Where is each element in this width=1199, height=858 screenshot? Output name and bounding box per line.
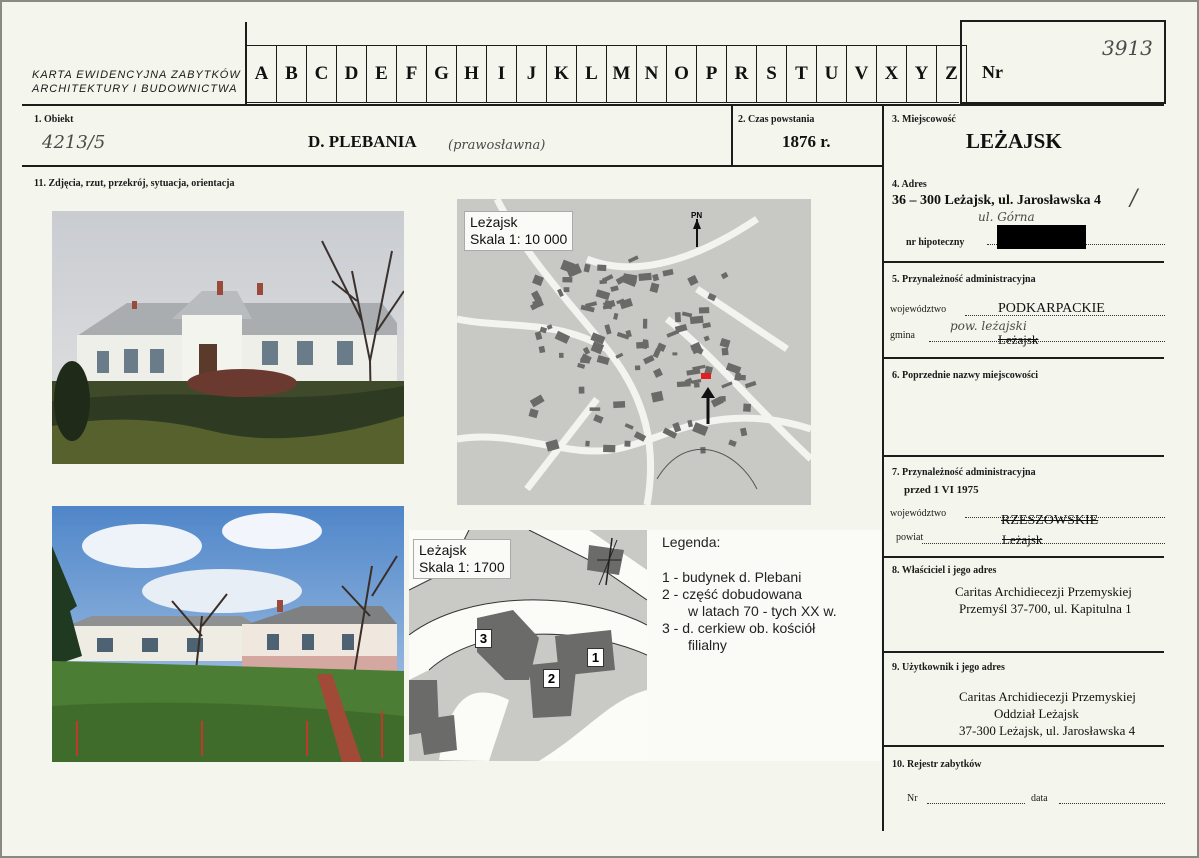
letter-s: S — [757, 46, 787, 102]
poprzednie-label: 6. Poprzednie nazwy miejscowości — [892, 370, 1039, 381]
site-plan-map — [409, 530, 647, 761]
legend-line-3: w latach 70 - tych XX w. — [688, 603, 837, 619]
wlasciciel-label: 8. Właściciel i jego adres — [892, 565, 997, 576]
adres-label: 4. Adres — [892, 179, 927, 190]
map-marker-red — [701, 373, 711, 379]
letter-l: L — [577, 46, 607, 102]
card-title-line2: ARCHITEKTURY I BUDOWNICTWA — [32, 83, 238, 95]
letter-z: Z — [937, 46, 967, 102]
wlasciciel-line2: Przemyśl 37-700, ul. Kapitulna 1 — [959, 601, 1132, 616]
marker-1: 1 — [587, 648, 604, 667]
letter-h: H — [457, 46, 487, 102]
woj1975-label: województwo — [890, 508, 947, 519]
legend — [662, 534, 837, 654]
section11-label: 11. Zdjęcia, rzut, przekrój, sytuacja, orientacja — [34, 178, 235, 189]
site-plan-title — [413, 539, 511, 579]
card-title — [32, 68, 241, 96]
marker-2: 2 — [543, 669, 560, 688]
nr-value: 3913 — [1102, 36, 1153, 60]
legend-line-2: 2 - część dobudowana — [662, 586, 803, 602]
letter-p: P — [697, 46, 727, 102]
letter-d: D — [337, 46, 367, 102]
rejestr-label: 10. Rejestr zabytków — [892, 759, 982, 770]
czas-value: 1876 r. — [782, 132, 831, 151]
letter-o: O — [667, 46, 697, 102]
hipoteczny-label: nr hipoteczny — [906, 237, 965, 248]
uzytkownik-line1: Caritas Archidiecezji Przemyskiej — [959, 689, 1136, 704]
letter-k: K — [547, 46, 577, 102]
site-plan-place: Leżajsk — [419, 542, 467, 558]
letter-index — [247, 45, 967, 103]
letter-x: X — [877, 46, 907, 102]
obiekt-code: 4213/5 — [42, 132, 106, 153]
rejestr-nr-dots — [927, 803, 1025, 804]
legend-line-1: 1 - budynek d. Plebani — [662, 569, 802, 585]
letter-j: J — [517, 46, 547, 102]
woj-label: województwo — [890, 304, 947, 315]
czas-label: 2. Czas powstania — [738, 114, 815, 125]
obiekt-label: 1. Obiekt — [34, 114, 74, 125]
site-plan-panel — [409, 530, 881, 761]
map-town-title — [464, 211, 573, 251]
north-label: PN — [691, 211, 703, 220]
hipoteczny-redaction — [997, 225, 1086, 249]
uzytkownik-label: 9. Użytkownik i jego adres — [892, 662, 1005, 673]
powiat1975-value: Leżajsk — [1002, 532, 1043, 547]
uzytkownik-line3: 37-300 Leżajsk, ul. Jarosławska 4 — [959, 723, 1136, 738]
obiekt-name: D. PLEBANIA — [308, 132, 417, 151]
letter-b: B — [277, 46, 307, 102]
letter-r: R — [727, 46, 757, 102]
marker-3: 3 — [475, 629, 492, 648]
letter-n: N — [637, 46, 667, 102]
wlasciciel-line1: Caritas Archidiecezji Przemyskiej — [955, 584, 1132, 599]
letter-v: V — [847, 46, 877, 102]
admin-label: 5. Przynależność administracyjna — [892, 274, 1036, 285]
powiat1975-label: powiat — [896, 532, 924, 543]
legend-title: Legenda: — [662, 534, 721, 550]
map-town — [457, 199, 811, 505]
adres-slash: / — [1130, 186, 1138, 211]
letter-m: M — [607, 46, 637, 102]
photo-building-front — [52, 211, 404, 464]
woj-value: PODKARPACKIE — [998, 301, 1105, 316]
obiekt-note: (prawosławna) — [448, 138, 546, 153]
gmina-handwritten: pow. leżajski — [950, 319, 1027, 333]
map-town-scale: Skala 1: 10 000 — [470, 231, 568, 247]
photo-building-side — [52, 506, 404, 762]
letter-t: T — [787, 46, 817, 102]
map-town-place: Leżajsk — [470, 214, 518, 230]
letter-a: A — [247, 46, 277, 102]
letter-y: Y — [907, 46, 937, 102]
adres-text: 36 – 300 Leżajsk, ul. Jarosławska 4 — [892, 193, 1101, 208]
woj1975-value: RZESZOWSKIE — [1001, 513, 1099, 528]
gmina-label: gmina — [890, 330, 915, 341]
miejscowosc-label: 3. Miejscowość — [892, 114, 956, 125]
miejscowosc-value: LEŻAJSK — [966, 129, 1062, 153]
adres-value — [892, 193, 1101, 209]
rejestr-nr-label: Nr — [907, 793, 918, 804]
uzytkownik-line2: Oddział Leżajsk — [994, 706, 1079, 721]
legend-line-4: 3 - d. cerkiew ob. kościół — [662, 620, 816, 636]
gmina-value: Leżajsk — [998, 332, 1039, 347]
letter-f: F — [397, 46, 427, 102]
admin1975-label: 7. Przynależność administracyjna — [892, 467, 1036, 478]
gmina-dots — [929, 341, 1165, 342]
admin1975-sub: przed 1 VI 1975 — [904, 484, 979, 496]
nr-box — [960, 20, 1166, 104]
card-title-line1: KARTA EWIDENCYJNA ZABYTKÓW — [32, 69, 241, 81]
rejestr-data-label: data — [1031, 793, 1048, 804]
rejestr-data-dots — [1059, 803, 1165, 804]
adres-handwritten: ul. Górna — [978, 210, 1035, 224]
legend-line-5: filialny — [688, 637, 727, 653]
letter-c: C — [307, 46, 337, 102]
letter-u: U — [817, 46, 847, 102]
letter-e: E — [367, 46, 397, 102]
powiat1975-dots — [922, 543, 1165, 544]
letter-i: I — [487, 46, 517, 102]
site-plan-scale: Skala 1: 1700 — [419, 559, 505, 575]
letter-g: G — [427, 46, 457, 102]
nr-label: Nr — [982, 62, 1003, 82]
